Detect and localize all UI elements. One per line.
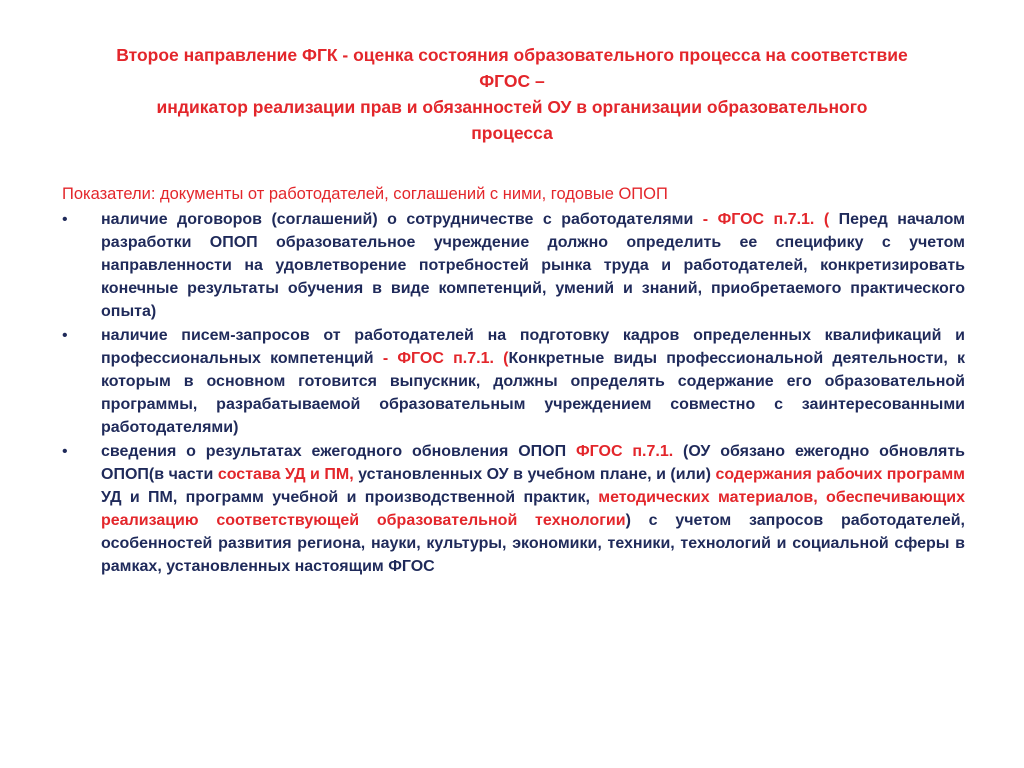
title-line-4: процесса <box>471 123 553 143</box>
bullet-icon: • <box>62 443 68 460</box>
bullet-item-request-letters <box>62 324 965 439</box>
bullet-icon: • <box>62 327 68 344</box>
bullet-text <box>101 208 965 323</box>
slide-title <box>60 42 964 146</box>
fgos-reference: - ФГОС п.7.1. ( <box>693 211 830 228</box>
bullet-text-part: (ОУ обязано ежегодно обновлять ОПОП(в части <box>101 443 966 483</box>
bullet-text-part: Перед началом разработки ОПОП образовательное учреждение должно определить ее специфику с учетом направленности на удовлетворение потребностей рынка труда и работодателей, конкретизировать конечные результаты обучения в виде компетенций, умений и знаний, приобретаемого практического опыта) <box>101 211 965 320</box>
indicators-heading: Показатели: документы от работодателей, соглашений с ними, годовые ОПОП <box>62 185 668 203</box>
bullet-item-annual-update <box>62 440 965 578</box>
fgos-reference: ФГОС п.7.1. <box>575 443 674 460</box>
bullet-text-part: наличие договоров (соглашений) о сотрудничестве с работодателями <box>101 211 694 228</box>
bullet-text <box>101 440 965 578</box>
bullet-text-part: ) с учетом запросов работодателей, особенностей развития региона, науки, культуры, экономики, техники, технологий и социальной сферы в рамках, установленных настоящим ФГОС <box>101 512 966 575</box>
bullet-text-part: сведения о результатах ежегодного обновления ОПОП <box>101 443 576 460</box>
bullet-text-part: наличие писем-запросов от работодателей на подготовку кадров определенных квалификаций и профессиональных компетенций <box>101 327 965 367</box>
title-line-3: индикатор реализации прав и обязанностей ОУ в организации образовательного <box>156 97 868 117</box>
title-line-2: ФГОС – <box>479 71 545 91</box>
bullet-list <box>62 208 965 578</box>
highlight-text: состава УД и ПМ, <box>217 466 354 483</box>
bullet-icon: • <box>62 211 68 228</box>
bullet-item-agreements <box>62 208 965 323</box>
highlight-text: методических материалов, обеспечивающих реализацию соответствующей образовательной технологии <box>101 489 966 529</box>
fgos-reference: - ФГОС п.7.1. ( <box>373 350 509 367</box>
highlight-text: содержания рабочих программ <box>715 466 965 483</box>
bullet-text-part: УД и ПМ, программ учебной и производственной практик, <box>101 489 599 506</box>
bullet-text-part: установленных ОУ в учебном плане, и (или) <box>353 466 716 483</box>
bullet-text <box>101 324 965 439</box>
title-line-1: Второе направление ФГК - оценка состояния образовательного процесса на соответствие <box>116 45 908 65</box>
slide-content <box>62 183 965 579</box>
bullet-text-part: Конкретные виды профессиональной деятельности, к которым в основном готовится выпускник, должны определять содержание его образовательной программы, разрабатываемой образовательным учреждением совместно с заинтересованными работодателями) <box>101 350 966 436</box>
